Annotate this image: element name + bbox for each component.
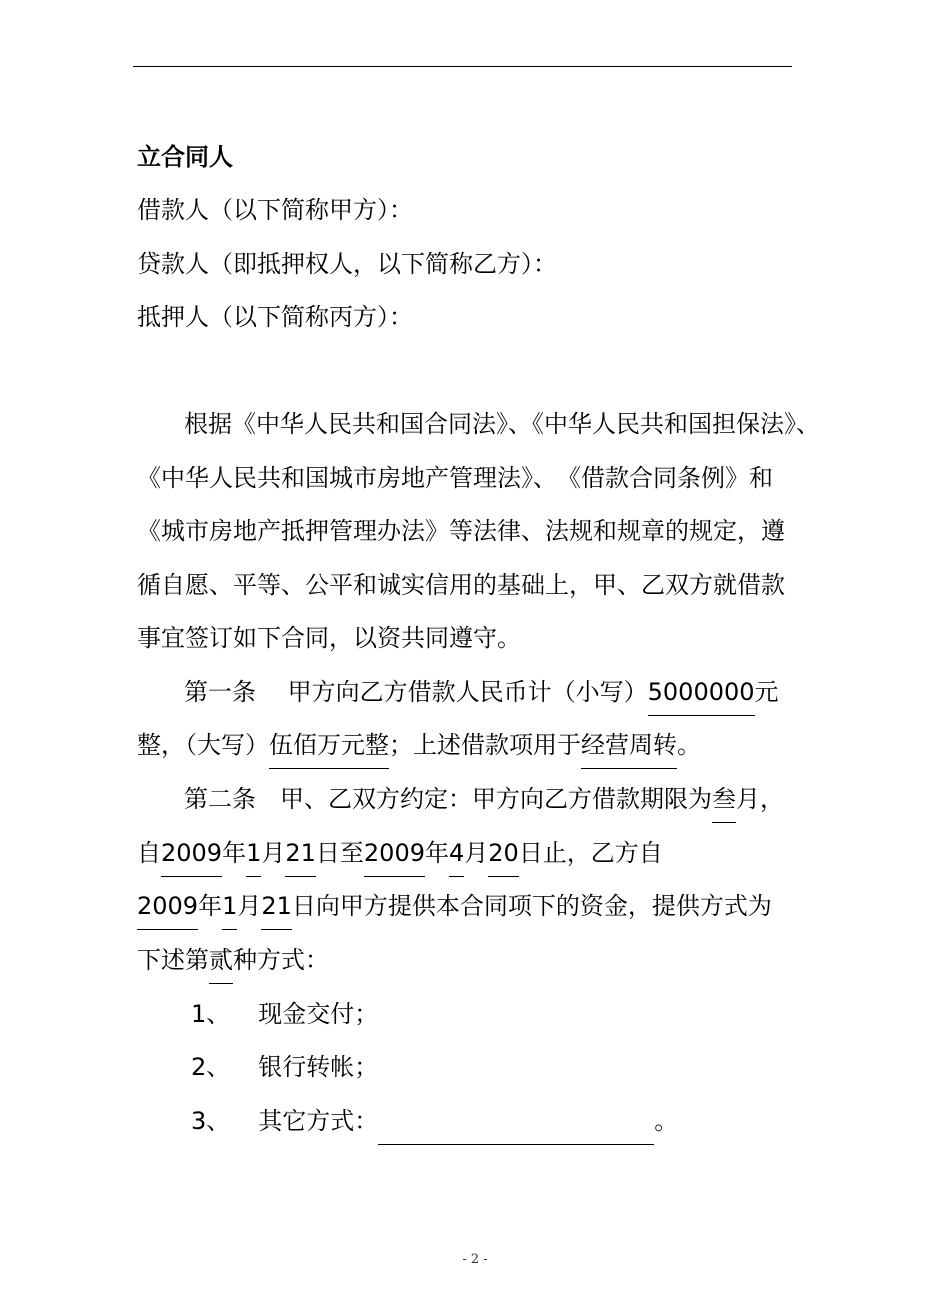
article1-text: 整，（大写）: [137, 731, 269, 759]
article2-text: 年: [424, 839, 449, 867]
article1-text: ；上述借款项用于: [389, 731, 581, 759]
method-text: 其它方式：: [258, 1107, 379, 1135]
method-item: [191, 1052, 378, 1082]
party-borrower: 借款人（以下简称甲方）：: [137, 196, 413, 224]
start-month-field: 1: [246, 838, 261, 877]
article1-line1: [184, 677, 779, 716]
loan-purpose-field: 经营周转: [581, 730, 677, 769]
method-number: 1、: [191, 1000, 231, 1028]
article2-text: 年: [222, 839, 247, 867]
contract-parties-heading: 立合同人: [137, 143, 233, 171]
fund-month-field: 1: [222, 891, 237, 930]
party-lender: 贷款人（即抵押权人，以下简称乙方）：: [137, 250, 557, 278]
method-number-field: 贰: [209, 945, 233, 984]
page-number: - 2 -: [462, 1252, 488, 1267]
article2-text: 日向甲方提供本合同项下的资金，提供方式为: [291, 892, 772, 920]
method-number: 2、: [191, 1053, 231, 1081]
preamble-line: 《中华人民共和国城市房地产管理法》、 《借款合同条例》和: [137, 464, 773, 492]
method-item: [191, 1106, 678, 1145]
preamble-line: 《城市房地产抵押管理办法》等法律、法规和规章的规定，遵: [137, 517, 785, 545]
article2-text: 月，: [736, 785, 784, 813]
article1-line2: [137, 730, 701, 769]
article2-text: 日至: [315, 839, 364, 867]
article2-text: 种方式：: [233, 946, 329, 974]
preamble-line: 根据《中华人民共和国合同法》、《中华人民共和国担保法》、: [184, 410, 820, 438]
fund-year-field: 2009: [137, 891, 198, 930]
start-year-field: 2009: [161, 838, 222, 877]
article2-line4: [137, 945, 329, 984]
article1-text: 。: [677, 731, 701, 759]
end-day-field: 20: [488, 838, 519, 877]
header-rule: [133, 66, 792, 67]
amount-small-field: 5000000: [648, 677, 755, 716]
other-method-blank[interactable]: [378, 1106, 654, 1145]
currency-unit: 元: [754, 678, 779, 706]
method-end: 。: [654, 1107, 679, 1135]
article2-line1: [184, 784, 784, 823]
method-item: [191, 999, 378, 1029]
amount-big-field: 伍佰万元整: [269, 730, 389, 769]
party-mortgagor: 抵押人（以下简称丙方）：: [137, 303, 413, 331]
article2-text: 自: [137, 839, 161, 867]
end-year-field: 2009: [364, 838, 425, 877]
method-text: 银行转帐；: [258, 1053, 379, 1081]
article2-text: 下述第: [137, 946, 209, 974]
start-day-field: 21: [285, 838, 316, 877]
loan-term-field: 叁: [712, 784, 736, 823]
preamble-line: 事宜签订如下合同，以资共同遵守。: [137, 624, 521, 652]
preamble-line: 循自愿、平等、公平和诚实信用的基础上，甲、乙双方就借款: [137, 571, 785, 599]
article1-text: 第一条 甲方向乙方借款人民币计（小写）: [184, 678, 648, 706]
article2-text: 年: [198, 892, 223, 920]
article2-text: 月: [261, 839, 286, 867]
article2-text: 月: [464, 839, 489, 867]
method-text: 现金交付；: [258, 1000, 379, 1028]
fund-day-field: 21: [261, 891, 292, 930]
article2-text: 第二条 甲、乙双方约定：甲方向乙方借款期限为: [184, 785, 712, 813]
end-month-field: 4: [449, 838, 464, 877]
article2-text: 月: [237, 892, 262, 920]
method-number: 3、: [191, 1107, 231, 1135]
article2-line2: [137, 838, 663, 877]
article2-line3: [137, 891, 772, 930]
article2-text: 日止，乙方自: [518, 839, 663, 867]
